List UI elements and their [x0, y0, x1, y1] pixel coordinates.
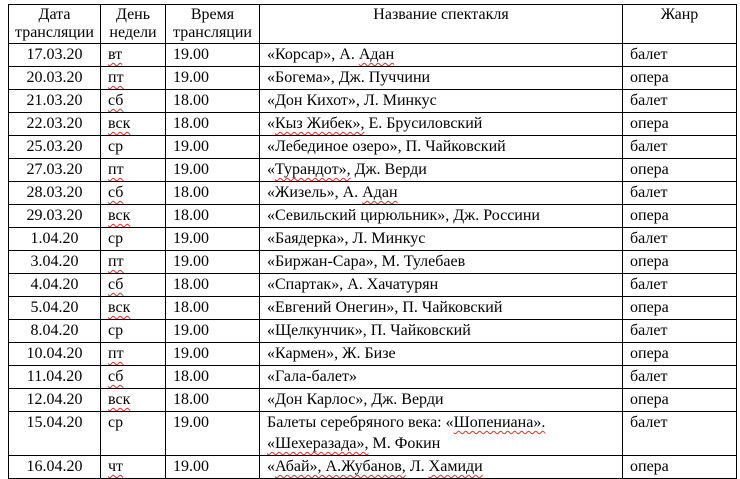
table-row: [9, 456, 737, 479]
time-cell: 18.00: [166, 274, 260, 297]
title-segment: «Корсар», А.: [267, 46, 359, 63]
day-text: вск: [108, 115, 131, 132]
time-cell: 19.00: [166, 44, 260, 67]
time-cell: 19.00: [166, 228, 260, 251]
title-cell: [260, 412, 623, 456]
date-cell: 15.04.20: [9, 412, 101, 456]
day-text: сб: [108, 276, 124, 293]
date-cell: 20.03.20: [9, 67, 101, 90]
day-cell: [101, 113, 166, 136]
table-row: [9, 343, 737, 366]
table-row: [9, 228, 737, 251]
title-segment: Хамиди: [428, 458, 483, 475]
column-header-genre: Жанр: [623, 5, 737, 44]
column-header-day: День недели: [101, 5, 166, 44]
title-cell: [260, 90, 623, 113]
table-row: [9, 320, 737, 343]
date-cell: 16.04.20: [9, 456, 101, 479]
genre-cell: опера: [623, 456, 737, 479]
day-cell: [101, 159, 166, 182]
time-cell: 18.00: [166, 366, 260, 389]
title-segment: «Спартак», А. Хачатурян: [267, 276, 439, 293]
table-row: [9, 159, 737, 182]
title-cell: [260, 389, 623, 412]
date-cell: 21.03.20: [9, 90, 101, 113]
genre-cell: опера: [623, 251, 737, 274]
date-cell: 1.04.20: [9, 228, 101, 251]
table-row: [9, 412, 737, 456]
column-header-title: Название спектакля: [260, 5, 623, 44]
day-text: сб: [108, 92, 124, 109]
date-cell: 8.04.20: [9, 320, 101, 343]
day-text: ср: [108, 414, 124, 431]
broadcast-schedule-table: [8, 4, 737, 479]
day-cell: [101, 90, 166, 113]
table-row: [9, 136, 737, 159]
genre-cell: опера: [623, 113, 737, 136]
title-cell: [260, 251, 623, 274]
table-row: [9, 297, 737, 320]
day-cell: [101, 205, 166, 228]
title-segment: М. Фокин: [368, 435, 441, 452]
table-row: [9, 90, 737, 113]
time-cell: 18.00: [166, 90, 260, 113]
title-cell: [260, 274, 623, 297]
title-cell: [260, 320, 623, 343]
time-cell: 19.00: [166, 159, 260, 182]
title-segment: Абай», А.Жубанов,: [275, 458, 406, 475]
table-body: [9, 44, 737, 479]
time-cell: 19.00: [166, 320, 260, 343]
column-header-date: Дата трансляции: [9, 5, 101, 44]
title-segment: «Евгений Онегин», П. Чайковский: [267, 299, 503, 316]
day-text: пт: [108, 345, 124, 362]
header-row: [9, 5, 737, 44]
day-text: пт: [108, 253, 124, 270]
day-cell: [101, 366, 166, 389]
genre-cell: балет: [623, 44, 737, 67]
day-text: чт: [108, 458, 124, 475]
table-row: [9, 113, 737, 136]
day-text: вск: [108, 299, 131, 316]
date-cell: 22.03.20: [9, 113, 101, 136]
day-cell: [101, 228, 166, 251]
date-cell: 27.03.20: [9, 159, 101, 182]
table-row: [9, 389, 737, 412]
day-text: вск: [108, 391, 131, 408]
day-text: сб: [108, 184, 124, 201]
date-cell: 10.04.20: [9, 343, 101, 366]
day-cell: [101, 389, 166, 412]
title-segment: Турандот»,: [275, 161, 351, 178]
table-row: [9, 67, 737, 90]
title-segment: Е. Брусиловский: [364, 115, 483, 132]
genre-cell: балет: [623, 136, 737, 159]
day-cell: [101, 456, 166, 479]
table-row: [9, 251, 737, 274]
time-cell: 19.00: [166, 412, 260, 456]
day-text: ср: [108, 230, 124, 247]
date-cell: 28.03.20: [9, 182, 101, 205]
title-segment: «Дон Кихот», Л. Минкус: [267, 92, 437, 109]
title-segment: «Севильский цирюльник», Дж. Россини: [267, 207, 540, 224]
day-text: пт: [108, 161, 124, 178]
day-cell: [101, 297, 166, 320]
time-cell: 19.00: [166, 456, 260, 479]
title-cell: [260, 456, 623, 479]
genre-cell: балет: [623, 274, 737, 297]
day-cell: [101, 412, 166, 456]
title-segment: Кыз Жибек»,: [275, 115, 365, 132]
day-cell: [101, 136, 166, 159]
title-cell: [260, 182, 623, 205]
title-segment: «Кармен», Ж. Бизе: [267, 345, 396, 362]
title-segment: «: [267, 161, 275, 178]
title-cell: [260, 205, 623, 228]
day-cell: [101, 320, 166, 343]
genre-cell: балет: [623, 412, 737, 456]
title-segment: Балеты серебряного века: «: [267, 414, 454, 431]
day-cell: [101, 274, 166, 297]
day-cell: [101, 182, 166, 205]
title-segment: «Жизель», А.: [267, 184, 363, 201]
time-cell: 18.00: [166, 297, 260, 320]
genre-cell: опера: [623, 67, 737, 90]
date-cell: 5.04.20: [9, 297, 101, 320]
table-header: [9, 5, 737, 44]
title-segment: «Баядерка», Л. Минкус: [267, 230, 426, 247]
column-header-time: Время трансляции: [166, 5, 260, 44]
title-cell: [260, 228, 623, 251]
title-cell: [260, 136, 623, 159]
title-segment: «Биржан-Сара», М. Тулебаев: [267, 253, 466, 270]
title-segment: Адан: [362, 184, 398, 201]
date-cell: 3.04.20: [9, 251, 101, 274]
time-cell: 18.00: [166, 389, 260, 412]
title-segment: «: [267, 458, 275, 475]
time-cell: 19.00: [166, 136, 260, 159]
table-row: [9, 182, 737, 205]
date-cell: 25.03.20: [9, 136, 101, 159]
genre-cell: балет: [623, 366, 737, 389]
title-segment: Л.: [405, 458, 429, 475]
time-cell: 19.00: [166, 251, 260, 274]
genre-cell: опера: [623, 389, 737, 412]
time-cell: 18.00: [166, 182, 260, 205]
date-cell: 29.03.20: [9, 205, 101, 228]
table-row: [9, 366, 737, 389]
time-cell: 19.00: [166, 343, 260, 366]
title-segment: «Щелкунчик», П. Чайковский: [267, 322, 471, 339]
date-cell: 17.03.20: [9, 44, 101, 67]
day-cell: [101, 44, 166, 67]
day-text: ср: [108, 322, 124, 339]
genre-cell: балет: [623, 228, 737, 251]
genre-cell: опера: [623, 343, 737, 366]
day-cell: [101, 343, 166, 366]
genre-cell: балет: [623, 320, 737, 343]
genre-cell: балет: [623, 90, 737, 113]
title-cell: [260, 366, 623, 389]
day-cell: [101, 67, 166, 90]
title-cell: [260, 159, 623, 182]
time-cell: 18.00: [166, 113, 260, 136]
title-cell: [260, 67, 623, 90]
title-segment: Шопениана».: [453, 414, 546, 431]
day-cell: [101, 251, 166, 274]
table-row: [9, 44, 737, 67]
date-cell: 12.04.20: [9, 389, 101, 412]
title-segment: «Гала-балет»: [267, 368, 357, 385]
title-cell: [260, 343, 623, 366]
genre-cell: опера: [623, 159, 737, 182]
day-text: сб: [108, 368, 124, 385]
title-segment: «Шехеразада»,: [267, 435, 369, 452]
day-text: вт: [108, 46, 123, 63]
title-cell: [260, 44, 623, 67]
title-cell: [260, 113, 623, 136]
genre-cell: опера: [623, 205, 737, 228]
title-segment: «: [267, 115, 275, 132]
date-cell: 4.04.20: [9, 274, 101, 297]
title-segment: «Лебединое озеро», П. Чайковский: [267, 138, 506, 155]
day-text: ср: [108, 138, 124, 155]
title-segment: «Богема», Дж. Пуччини: [267, 69, 431, 86]
title-segment: «Дон Карлос», Дж. Верди: [267, 391, 444, 408]
genre-cell: опера: [623, 297, 737, 320]
day-text: вск: [108, 207, 131, 224]
day-text: пт: [108, 69, 124, 86]
table-row: [9, 205, 737, 228]
date-cell: 11.04.20: [9, 366, 101, 389]
title-segment: Дж. Верди: [350, 161, 427, 178]
time-cell: 18.00: [166, 205, 260, 228]
time-cell: 19.00: [166, 67, 260, 90]
title-segment: Адан: [358, 46, 395, 63]
genre-cell: балет: [623, 182, 737, 205]
table-row: [9, 274, 737, 297]
title-cell: [260, 297, 623, 320]
